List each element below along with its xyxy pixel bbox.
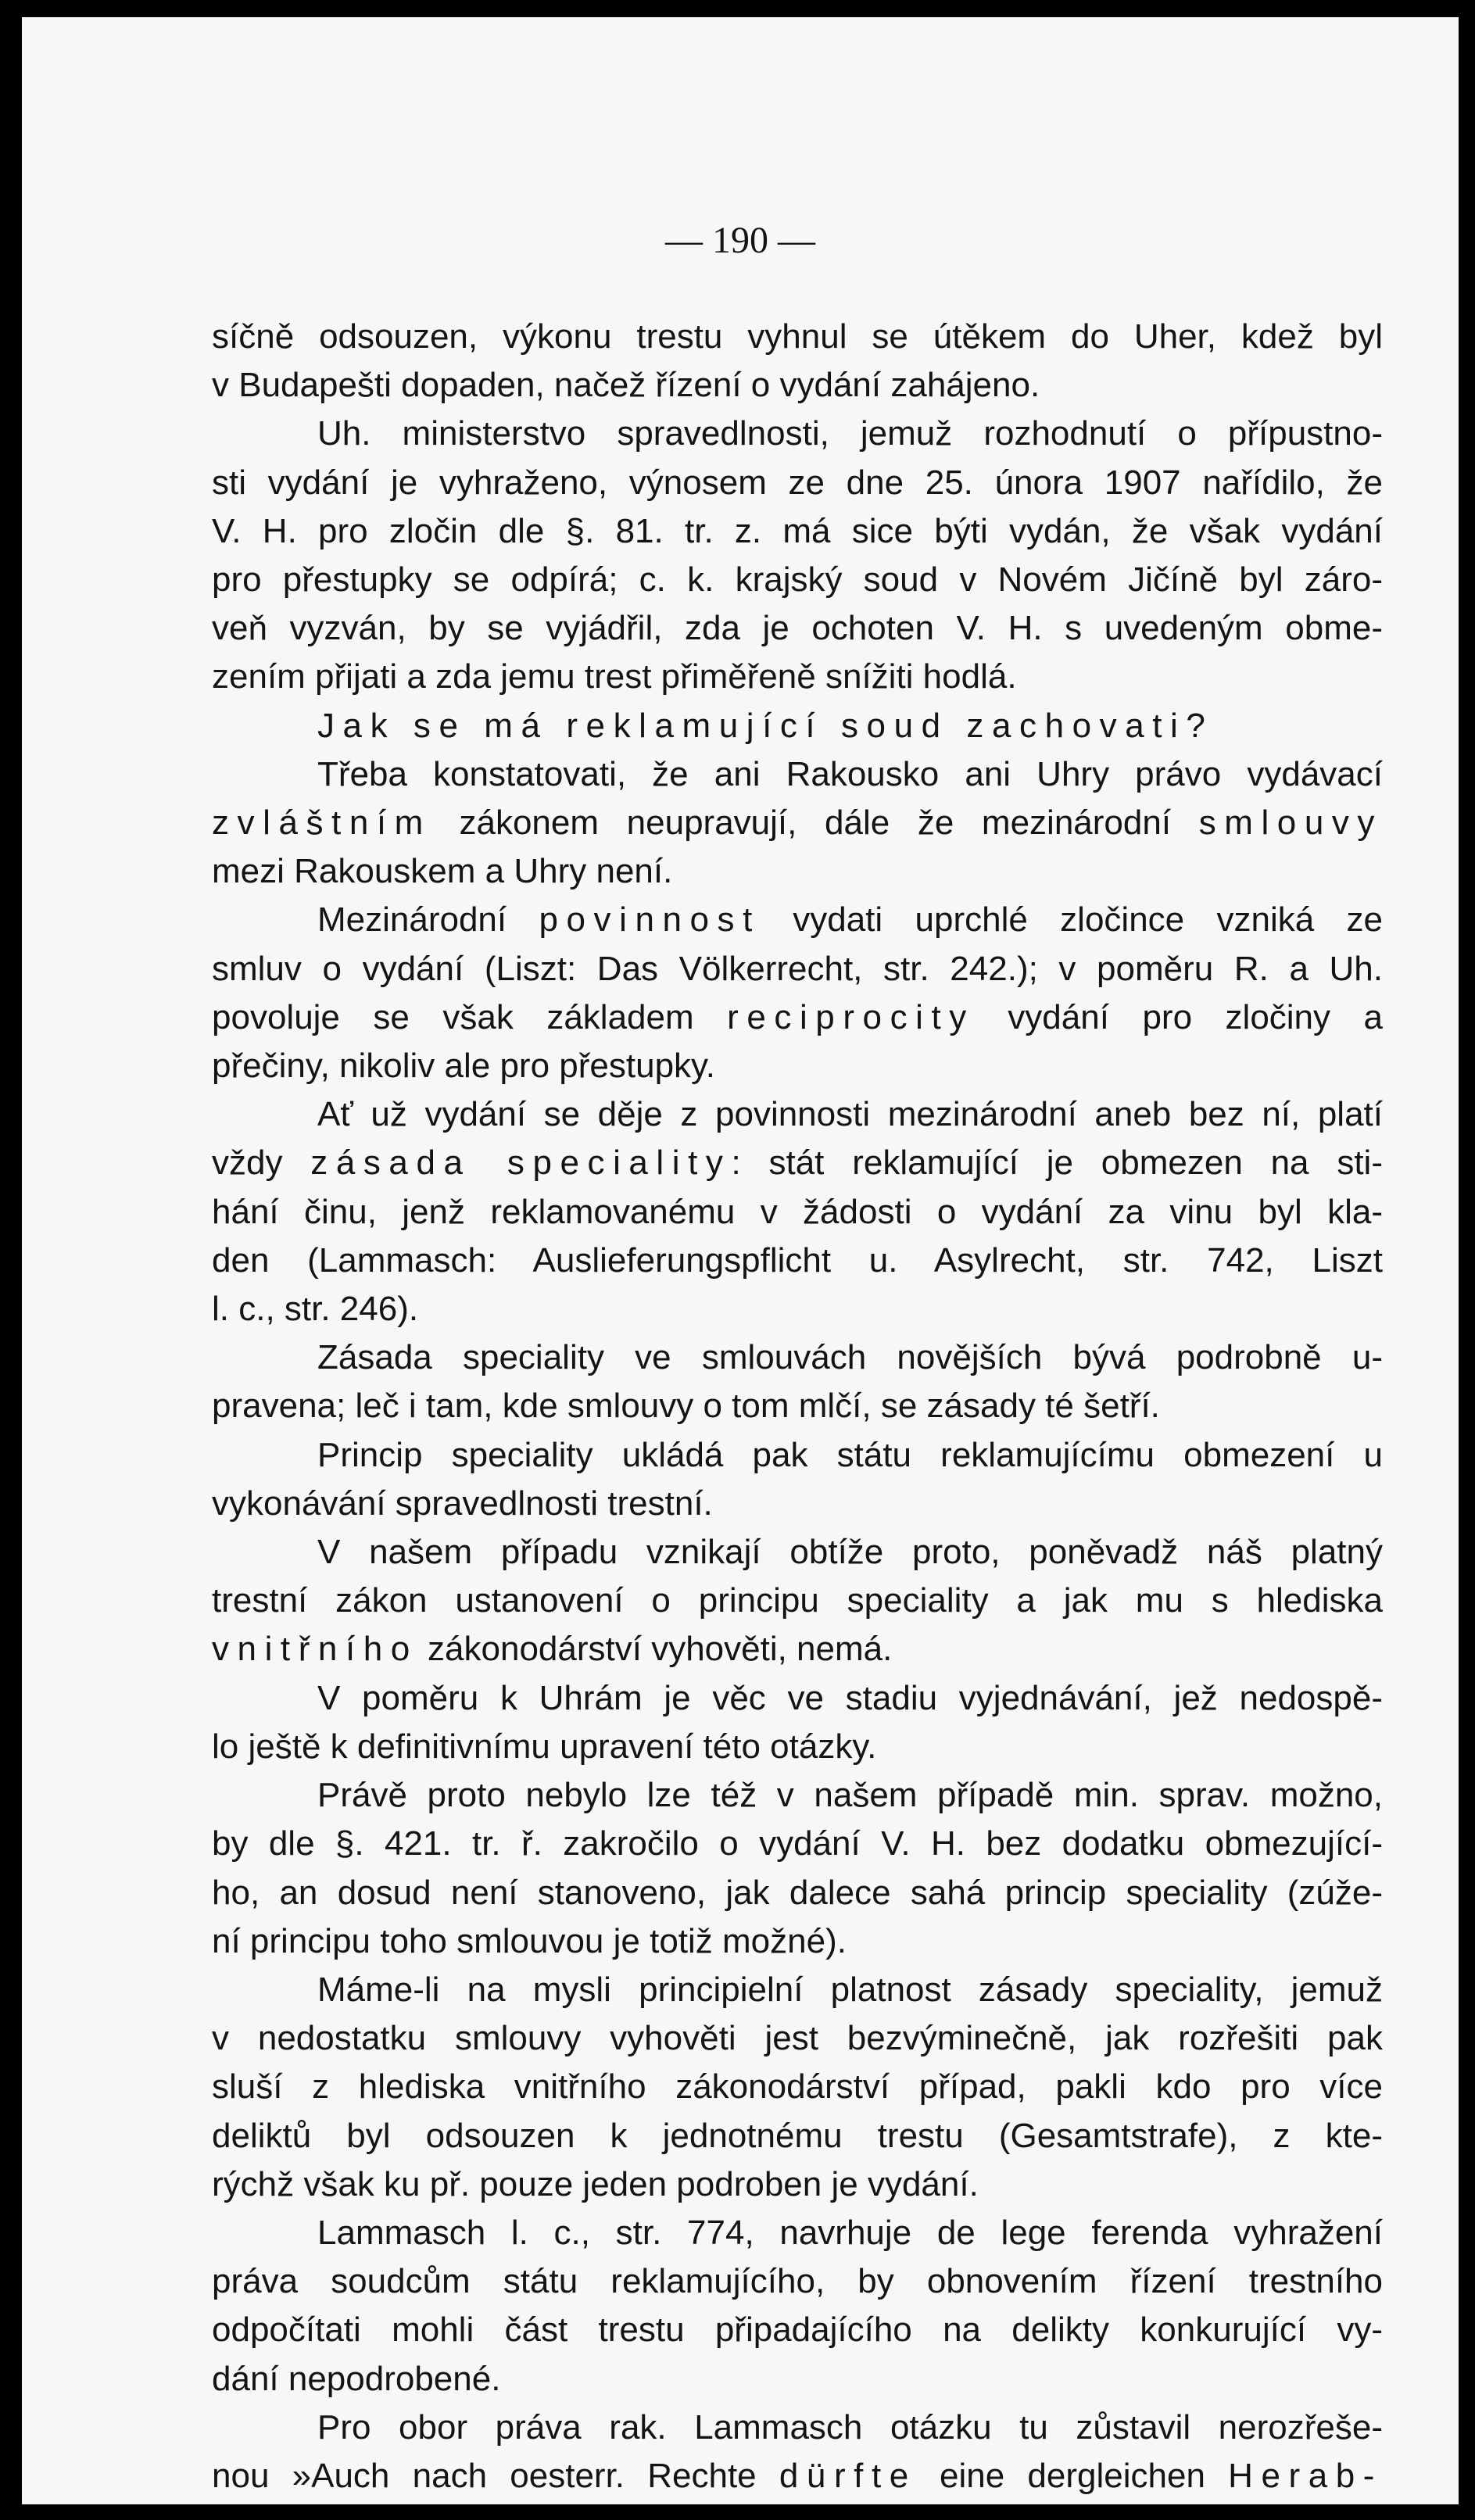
text-line	[212, 1674, 1383, 1723]
text-segment: práva soudcům státu reklamujícího, by obnovením řízení trestního	[212, 2262, 1383, 2301]
text-segment: smluv o vydání (Liszt: Das Völkerrecht, str. 242.); v poměru R. a Uh.	[212, 949, 1383, 988]
text-segment: Mezinárodní	[317, 900, 539, 940]
spaced-emphasis: zvláštním	[212, 804, 431, 843]
text-line	[212, 702, 1383, 750]
text-segment: vždy	[212, 1144, 311, 1183]
text-segment: dání nepodrobené.	[212, 2359, 501, 2398]
spaced-emphasis: zásada speciality	[310, 1144, 732, 1183]
text-segment: Lammasch l. c., str. 774, navrhuje de lege ferenda vyhražení	[317, 2213, 1383, 2252]
text-segment: přečiny, nikoliv ale pro přestupky.	[212, 1047, 715, 1086]
text-line	[212, 556, 1383, 604]
text-line	[212, 1820, 1383, 1868]
text-line	[212, 459, 1383, 507]
text-segment: Pro obor práva rak. Lammasch otázku tu zůstavil nerozřeše-	[317, 2407, 1383, 2447]
text-segment: pro přestupky se odpírá; c. k. krajský soud v Novém Jičíně byl záro-	[212, 560, 1383, 600]
text-segment: by dle §. 421. tr. ř. zakročilo o vydání V. H. bez dodatku obmezující-	[212, 1824, 1383, 1863]
text-line	[212, 2355, 1383, 2404]
text-line	[212, 1577, 1383, 1625]
text-line	[212, 410, 1383, 458]
text-line	[212, 1966, 1383, 2014]
text-line	[212, 896, 1383, 944]
text-line	[212, 1625, 1383, 1673]
spaced-emphasis: reciprocity	[727, 997, 975, 1036]
text-segment: Třeba konstatovati, že ani Rakousko ani Uhry právo vydávací	[317, 754, 1383, 793]
spaced-emphasis: smlouvy	[1198, 804, 1383, 843]
text-line	[212, 1917, 1383, 1966]
spaced-emphasis: Herab-	[1228, 2456, 1384, 2495]
text-segment: hání činu, jenž reklamovanému v žádosti o vydání za vinu byl kla-	[212, 1192, 1383, 1231]
text-line	[212, 361, 1383, 410]
text-line	[212, 1771, 1383, 1820]
text-segment: síčně odsouzen, výkonu trestu vyhnul se útěkem do Uher, kdež byl	[212, 317, 1383, 356]
text-line	[212, 2257, 1383, 2306]
text-line	[212, 1431, 1383, 1480]
text-segment: povoluje se však základem	[212, 997, 728, 1036]
text-segment: nou »Auch nach oesterr. Rechte	[212, 2456, 779, 2495]
text-segment: ho, an dosud není stanoveno, jak dalece sahá princip speciality (zúže-	[212, 1873, 1383, 1912]
text-segment: l. c., str. 246).	[212, 1290, 419, 1329]
text-segment: veň vyzván, by se vyjádřil, zda je ochoten V. H. s uvedeným obme-	[212, 609, 1383, 648]
text-segment: v Budapešti dopaden, načež řízení o vydání zahájeno.	[212, 366, 1040, 405]
text-line	[212, 847, 1383, 896]
text-segment: pravena; leč i tam, kde smlouvy o tom mlčí, se zásady té šetří.	[212, 1387, 1160, 1426]
text-line	[212, 1723, 1383, 1771]
text-segment: Uh. ministerstvo spravedlnosti, jemuž rozhodnutí o přípustno-	[317, 414, 1383, 453]
text-line	[212, 1237, 1383, 1285]
text-segment: odpočítati mohli část trestu připadajícího na delikty konkurující vy-	[212, 2311, 1383, 2350]
text-line	[212, 1382, 1383, 1430]
text-segment: Princip speciality ukládá pak státu reklamujícímu obmezení u	[317, 1435, 1383, 1474]
text-segment: vydati uprchlé zločince vzniká ze	[760, 900, 1384, 940]
text-line	[212, 2063, 1383, 2111]
text-line	[212, 1139, 1383, 1187]
text-segment: rýchž však ku př. pouze jeden podroben je vydání.	[212, 2164, 979, 2203]
text-segment: vydání pro zločiny a	[974, 997, 1383, 1036]
text-line	[212, 2306, 1383, 2354]
text-segment: zákonodárství vyhověti, nemá.	[417, 1630, 893, 1669]
body-text	[212, 313, 1383, 2500]
text-segment: den (Lammasch: Auslieferungspflicht u. Asylrecht, str. 742, Liszt	[212, 1240, 1383, 1280]
text-segment: sti vydání je vyhraženo, výnosem ze dne 25. února 1907 nařídilo, že	[212, 463, 1383, 502]
text-line	[212, 1480, 1383, 1528]
text-segment: V poměru k Uhrám je věc ve stadiu vyjednávání, jež nedospě-	[317, 1678, 1383, 1717]
text-line	[212, 1042, 1383, 1090]
text-line	[212, 507, 1383, 556]
text-line	[212, 1528, 1383, 1577]
text-line	[212, 653, 1383, 701]
text-line	[212, 313, 1383, 361]
text-segment: V našem případu vznikají obtíže proto, poněvadž náš platný	[317, 1533, 1383, 1572]
text-segment: Právě proto nebylo lze též v našem případě min. sprav. možno,	[317, 1776, 1383, 1815]
text-segment: v nedostatku smlouvy vyhověti jest bezvýminečně, jak rozřešiti pak	[212, 2019, 1383, 2058]
text-line	[212, 750, 1383, 799]
text-segment: V. H. pro zločin dle §. 81. tr. z. má sice býti vydán, že však vydání	[212, 511, 1383, 550]
text-line	[212, 1090, 1383, 1139]
text-line	[212, 2404, 1383, 2452]
text-segment: lo ještě k definitivnímu upravení této otázky.	[212, 1727, 877, 1766]
spaced-emphasis: povinnost	[539, 900, 761, 940]
text-line	[212, 2160, 1383, 2209]
text-segment: trestní zákon ustanovení o principu speciality a jak mu s hlediska	[212, 1581, 1383, 1620]
text-line	[212, 1869, 1383, 1917]
spaced-emphasis: vnitřního	[212, 1630, 418, 1669]
text-segment: zením přijati a zda jemu trest přiměřeně snížiti hodlá.	[212, 657, 1017, 696]
text-line	[212, 799, 1383, 847]
spaced-emphasis: dürfte	[779, 2456, 917, 2495]
text-line	[212, 993, 1383, 1042]
text-line	[212, 1188, 1383, 1237]
text-line	[212, 2112, 1383, 2160]
text-segment: eine dergleichen	[916, 2456, 1229, 2495]
text-segment: vykonávání spravedlnosti trestní.	[212, 1484, 713, 1523]
text-line	[212, 2014, 1383, 2063]
text-segment: deliktů byl odsouzen k jednotnému trestu (Gesamtstrafe), z kte-	[212, 2116, 1383, 2155]
text-line	[212, 604, 1383, 653]
text-segment: Zásada speciality ve smlouvách novějších bývá podrobně u-	[317, 1338, 1383, 1377]
page-number: — 190 —	[665, 220, 815, 261]
book-page	[22, 17, 1459, 2504]
text-line	[212, 2209, 1383, 2257]
text-line	[212, 2452, 1383, 2500]
spaced-emphasis: Jak se má reklamující soud zachovati?	[317, 706, 1214, 745]
text-segment: Máme-li na mysli principielní platnost zásady speciality, jemuž	[317, 1970, 1383, 2009]
text-segment: : stát reklamující je obmezen na sti-	[731, 1144, 1383, 1183]
text-line	[212, 1333, 1383, 1382]
text-segment: ní principu toho smlouvou je totiž možné).	[212, 1921, 847, 1960]
text-line	[212, 945, 1383, 993]
text-segment: mezi Rakouskem a Uhry není.	[212, 852, 673, 891]
text-line	[212, 1285, 1383, 1333]
text-segment: zákonem neupravují, dále že mezinárodní	[431, 804, 1199, 843]
text-segment: Ať už vydání se děje z povinnosti mezinárodní aneb bez ní, platí	[317, 1095, 1383, 1134]
text-segment: sluší z hlediska vnitřního zákonodárství případ, pakli kdo pro více	[212, 2067, 1383, 2107]
